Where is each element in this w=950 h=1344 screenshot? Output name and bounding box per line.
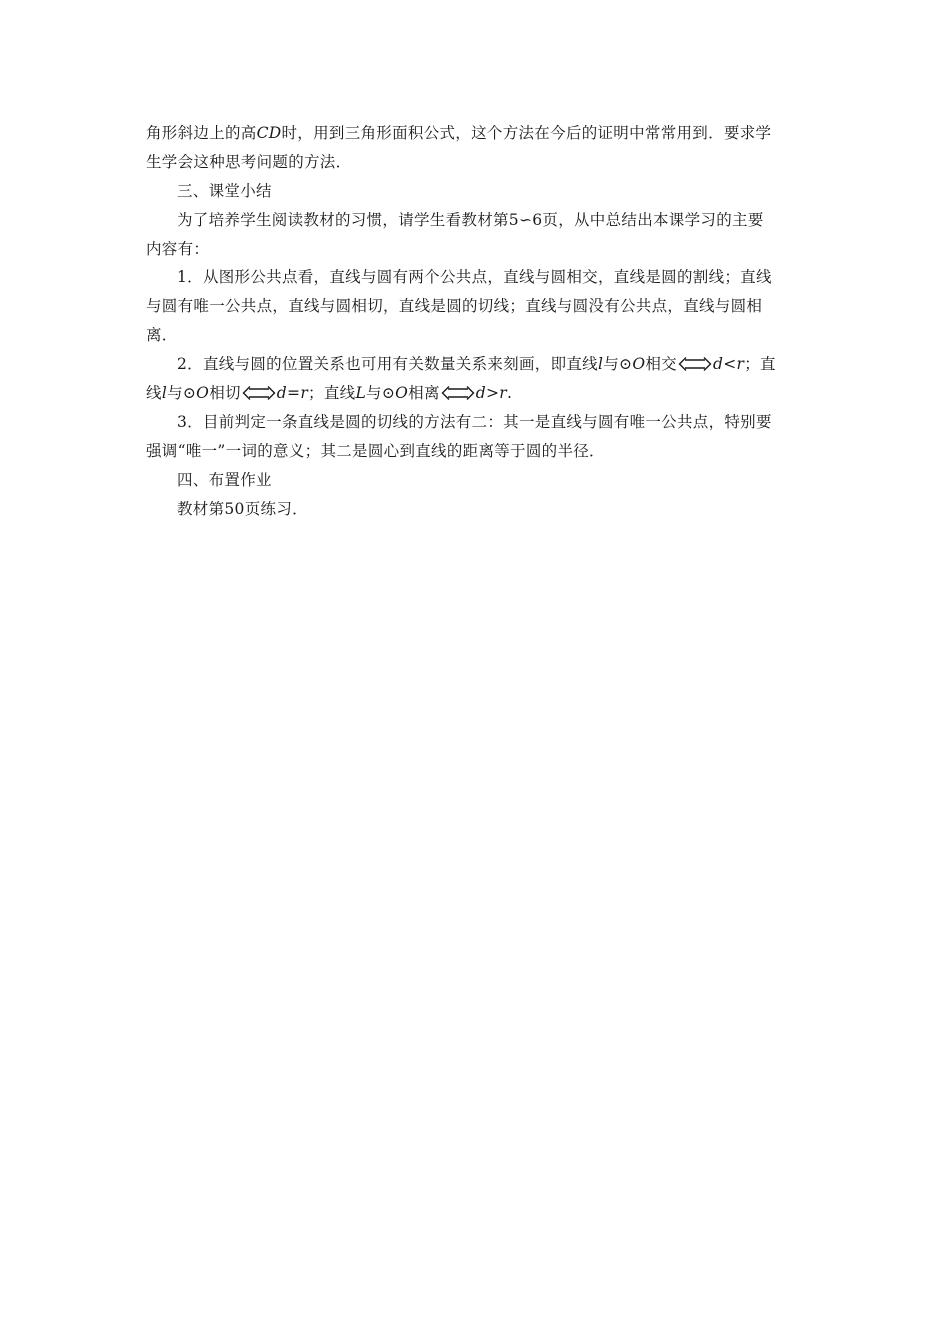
double-arrow-icon bbox=[678, 357, 712, 371]
list-item-1-line: 离． bbox=[146, 326, 178, 344]
homework-line: 教材第50页练习． bbox=[177, 500, 308, 518]
text: 时，用到三角形面积公式，这个方法在今后的证明中常常用到．要求学 bbox=[281, 124, 772, 142]
section-heading-summary: 三、课堂小结 bbox=[177, 182, 272, 200]
text: . bbox=[507, 384, 513, 402]
text: 2．直线与圆的位置关系也可用有关数量关系来刻画，即直线 bbox=[177, 355, 598, 373]
math-d: d bbox=[475, 384, 486, 402]
math-less-than: < bbox=[723, 355, 737, 373]
text: 相离 bbox=[408, 384, 440, 402]
list-item-3-line: 强调“唯一”一词的意义；其二是圆心到直线的距离等于圆的半径． bbox=[146, 442, 605, 460]
text: 与⊙ bbox=[603, 355, 633, 373]
paragraph-line: 内容有： bbox=[146, 240, 210, 258]
math-greater-than: > bbox=[486, 384, 500, 402]
math-d: d bbox=[712, 355, 724, 373]
math-r: r bbox=[499, 384, 508, 402]
math-r: r bbox=[300, 384, 309, 402]
math-o: O bbox=[632, 355, 646, 373]
text: 相交 bbox=[645, 355, 677, 373]
paragraph-line: 生学会这种思考问题的方法． bbox=[146, 153, 352, 171]
double-arrow-icon bbox=[441, 386, 475, 400]
math-cd: CD bbox=[256, 124, 282, 142]
math-l: L bbox=[355, 384, 367, 402]
list-item-3-line: 3．目前判定一条直线是圆的切线的方法有二：其一是直线与圆有唯一公共点，特别要 bbox=[177, 413, 772, 431]
math-o: O bbox=[395, 384, 409, 402]
text: 角形斜边上的高 bbox=[146, 124, 257, 142]
text: 线 bbox=[146, 384, 162, 402]
paragraph-line bbox=[146, 122, 771, 144]
text: 与⊙ bbox=[366, 384, 396, 402]
text: 与⊙ bbox=[167, 384, 197, 402]
math-d: d bbox=[276, 384, 288, 402]
paragraph-line: 为了培养学生阅读教材的习惯，请学生看教材第5∽6页，从中总结出本课学习的主要 bbox=[177, 211, 764, 229]
list-item-2-line bbox=[146, 382, 512, 404]
math-l: l bbox=[597, 355, 604, 373]
text: 相切 bbox=[209, 384, 241, 402]
list-item-1-line: 1．从图形公共点看，直线与圆有两个公共点，直线与圆相交，直线是圆的割线；直线 bbox=[177, 268, 772, 286]
math-o: O bbox=[196, 384, 210, 402]
list-item-2-line bbox=[177, 353, 776, 375]
double-arrow-icon bbox=[242, 386, 276, 400]
text: ；直 bbox=[744, 355, 776, 373]
list-item-1-line: 与圆有唯一公共点，直线与圆相切，直线是圆的切线；直线与圆没有公共点，直线与圆相 bbox=[146, 297, 763, 315]
math-l: l bbox=[161, 384, 168, 402]
section-heading-homework: 四、布置作业 bbox=[177, 471, 272, 489]
text: ；直线 bbox=[308, 384, 356, 402]
math-r: r bbox=[736, 355, 745, 373]
math-equals: = bbox=[287, 384, 301, 402]
